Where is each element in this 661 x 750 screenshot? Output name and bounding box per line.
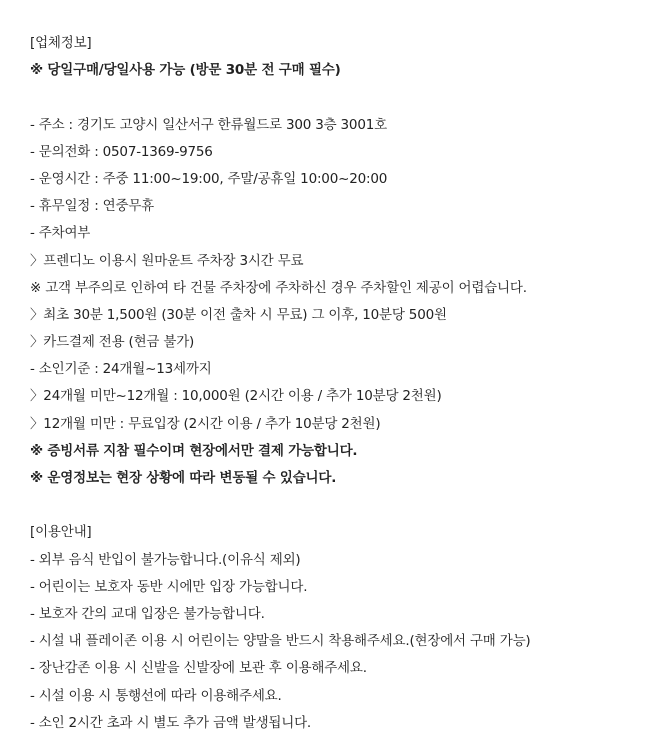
address-line: - 주소 : 경기도 고양시 일산서구 한류월드로 300 3층 3001호 — [30, 116, 387, 133]
parking-notice-line: ※ 고객 부주의로 인하여 타 건물 주차장에 주차하신 경우 주차할인 제공이 어렵습니다. — [30, 279, 527, 296]
info-change-notice: ※ 운영정보는 현장 상황에 따라 변동될 수 있습니다. — [30, 470, 337, 486]
guide-item: - 소인 2시간 초과 시 별도 추가 금액 발생됩니다. — [30, 714, 312, 731]
guide-item: - 외부 음식 반입이 불가능합니다.(이유식 제외) — [30, 551, 301, 568]
section-header-usage-guide: [이용안내] — [30, 524, 92, 541]
phone-line: - 문의전화 : 0507-1369-9756 — [30, 143, 213, 160]
hours-line: - 운영시간 : 주중 11:00~19:00, 주말/공휴일 10:00~20:00 — [30, 170, 388, 187]
guide-item: - 어린이는 보호자 동반 시에만 입장 가능합니다. — [30, 578, 308, 595]
parking-line: - 주차여부 — [30, 225, 91, 242]
guide-item: - 시설 이용 시 통행선에 따라 이용해주세요. — [30, 687, 282, 704]
child-criteria-line: - 소인기준 : 24개월~13세까지 — [30, 361, 212, 378]
section-header-company-info: [업체정보] — [30, 35, 92, 51]
spacer — [30, 84, 650, 111]
baby-fee-line: 〉12개월 미만 : 무료입장 (2시간 이용 / 추가 10분당 2천원) — [30, 415, 381, 432]
infant-fee-line: 〉24개월 미만~12개월 : 10,000원 (2시간 이용 / 추가 10분당 2천원) — [30, 388, 442, 405]
closed-days-line: - 휴무일정 : 연중무휴 — [30, 198, 155, 215]
documents-notice: ※ 증빙서류 지참 필수이며 현장에서만 결제 가능합니다. — [30, 442, 358, 459]
document-body — [30, 30, 650, 737]
parking-fee-line: 〉최초 30분 1,500원 (30분 이전 출차 시 무료) 그 이후, 10분당 500원 — [30, 306, 447, 323]
guide-item: - 장난감존 이용 시 신발을 신발장에 보관 후 이용해주세요. — [30, 660, 367, 677]
guide-item: - 보호자 간의 교대 입장은 불가능합니다. — [30, 605, 265, 622]
spacer — [30, 492, 650, 519]
guide-item: - 시설 내 플레이존 이용 시 어린이는 양말을 반드시 착용해주세요.(현장에서 구매 가능) — [30, 633, 531, 650]
same-day-notice: ※ 당일구매/당일사용 가능 (방문 30분 전 구매 필수) — [30, 62, 341, 79]
card-only-line: 〉카드결제 전용 (현금 불가) — [30, 334, 195, 351]
parking-free-line: 〉프렌디노 이용시 원마운트 주차장 3시간 무료 — [30, 252, 304, 269]
